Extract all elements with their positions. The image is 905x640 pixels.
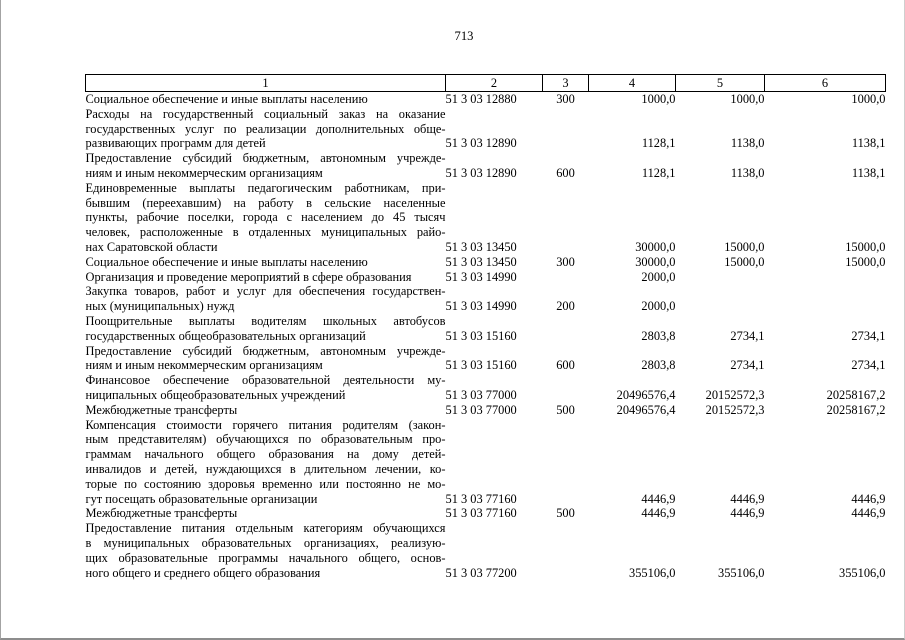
- expense-type-cell: [543, 270, 589, 285]
- description-line: ниципальных общеобразовательных учреждений: [85, 387, 346, 402]
- budget-code-cell: 51 3 03 77160: [445, 491, 517, 506]
- amount-cell-year2: 355106,0: [718, 565, 765, 580]
- description-cell: [86, 418, 446, 507]
- description-line: Социальное обеспечение и иные выплаты населению: [85, 92, 368, 106]
- amount-cell-year1: 2000,0: [641, 269, 676, 284]
- description-cell: [86, 92, 446, 107]
- description-line: пункты, рабочие поселки, города с населением до 45 тысяч: [85, 210, 446, 225]
- budget-code-cell: 51 3 03 14990: [445, 299, 517, 314]
- amount-cell-year1: 20496576,4: [616, 387, 676, 402]
- description-line: граммам начального общего образования на дому детей-: [85, 447, 446, 462]
- table-row: [86, 92, 886, 107]
- page-number: 713: [454, 29, 474, 43]
- description-line: Закупка товаров, работ и услуг для обеспечения государствен-: [85, 284, 446, 299]
- description-line: нах Саратовской области: [85, 239, 218, 254]
- amount-cell-year3: 1138,1: [851, 165, 886, 180]
- amount-cell-year2: 20152572,3: [705, 402, 765, 417]
- amount-cell-year3: 2734,1: [851, 328, 886, 343]
- amount-cell-year2: 20152572,3: [705, 387, 765, 402]
- description-cell: [86, 151, 446, 181]
- amount-cell-year2: 4446,9: [730, 506, 765, 521]
- budget-code-cell: 51 3 03 12890: [445, 165, 517, 180]
- description-cell: [86, 284, 446, 314]
- table-row: [86, 107, 886, 151]
- table-row: [86, 284, 886, 314]
- budget-code-cell: 51 3 03 12880: [445, 92, 517, 106]
- budget-table: [85, 74, 886, 580]
- column-header-3: 3: [543, 75, 589, 92]
- description-line: торые по состоянию здоровья временно или постоянно не мо-: [85, 476, 446, 491]
- budget-code-cell: 51 3 03 77200: [445, 565, 517, 580]
- description-line: Финансовое обеспечение образовательной деятельности му-: [85, 373, 446, 388]
- column-header-1: 1: [86, 75, 446, 92]
- description-cell: [86, 255, 446, 270]
- description-cell: [86, 314, 446, 344]
- description-line: в муниципальных образовательных организациях, реализую-: [85, 535, 446, 550]
- table-row: [86, 403, 886, 418]
- description-cell: [86, 506, 446, 521]
- expense-type-cell: [543, 107, 589, 151]
- amount-cell-year2: 15000,0: [724, 239, 765, 254]
- amount-cell-year1: 1128,1: [641, 165, 676, 180]
- column-header-4: 4: [589, 75, 676, 92]
- expense-type-cell: 200: [556, 299, 575, 314]
- description-line: ным представителям) обучающихся по образовательным про-: [85, 432, 446, 447]
- description-cell: [86, 521, 446, 580]
- description-line: Расходы на государственный социальный заказ на оказание: [85, 106, 446, 121]
- amount-cell-year3: 1000,0: [851, 92, 886, 106]
- budget-code-cell: 51 3 03 13450: [445, 239, 517, 254]
- budget-code-cell: 51 3 03 77000: [445, 402, 517, 417]
- amount-cell-year1: 355106,0: [629, 565, 676, 580]
- amount-cell-year1: 30000,0: [635, 254, 676, 269]
- description-line: человек, расположенные в отдаленных муниципальных райо-: [85, 225, 446, 240]
- table-row: [86, 255, 886, 270]
- amount-cell-year1: 4446,9: [641, 491, 676, 506]
- amount-cell-year3: 20258167,2: [826, 402, 886, 417]
- table-row: [86, 418, 886, 507]
- description-line: ного общего и среднего общего образования: [85, 565, 321, 580]
- amount-cell-year1: 4446,9: [641, 506, 676, 521]
- description-cell: [86, 270, 446, 285]
- amount-cell-year2: [676, 270, 765, 285]
- amount-cell-year1: 2803,8: [641, 328, 676, 343]
- budget-code-cell: 51 3 03 77160: [445, 506, 517, 521]
- amount-cell-year2: 1138,0: [730, 136, 765, 151]
- description-cell: [86, 373, 446, 403]
- expense-type-cell: [543, 373, 589, 403]
- description-line: Социальное обеспечение и иные выплаты населению: [85, 254, 368, 269]
- description-cell: [86, 181, 446, 255]
- budget-code-cell: 51 3 03 15160: [445, 358, 517, 373]
- description-cell: [86, 344, 446, 374]
- amount-cell-year1: 1128,1: [641, 136, 676, 151]
- amount-cell-year1: 20496576,4: [616, 402, 676, 417]
- description-line: Предоставление питания отдельным категориям обучающихся: [85, 521, 446, 536]
- column-header-5: 5: [676, 75, 765, 92]
- expense-type-cell: 500: [556, 506, 575, 521]
- expense-type-cell: 300: [556, 254, 575, 269]
- expense-type-cell: 600: [556, 358, 575, 373]
- description-line: ных (муниципальных) нужд: [85, 299, 235, 314]
- amount-cell-year3: 15000,0: [845, 254, 886, 269]
- table-row: [86, 270, 886, 285]
- expense-type-cell: [543, 181, 589, 255]
- description-cell: [86, 403, 446, 418]
- amount-cell-year2: 2734,1: [730, 328, 765, 343]
- budget-code-cell: 51 3 03 14990: [445, 269, 517, 284]
- amount-cell-year2: [676, 284, 765, 314]
- description-cell: [86, 107, 446, 151]
- table-row: [86, 181, 886, 255]
- amount-cell-year3: 1138,1: [851, 136, 886, 151]
- table-header-row: [86, 75, 886, 92]
- description-line: развивающих программ для детей: [85, 136, 266, 151]
- description-line: Предоставление субсидий бюджетным, автономным учрежде-: [85, 151, 446, 166]
- table-row: [86, 506, 886, 521]
- amount-cell-year1: 30000,0: [635, 239, 676, 254]
- table-row: [86, 344, 886, 374]
- table-row: [86, 373, 886, 403]
- budget-code-cell: 51 3 03 15160: [445, 328, 517, 343]
- budget-code-cell: 51 3 03 13450: [445, 254, 517, 269]
- expense-type-cell: 600: [556, 165, 575, 180]
- amount-cell-year2: 4446,9: [730, 491, 765, 506]
- description-line: бывшим (переехавшим) на работу в сельские населенные: [85, 195, 446, 210]
- description-line: Предоставление субсидий бюджетным, автономным учрежде-: [85, 343, 446, 358]
- description-line: Межбюджетные трансферты: [85, 506, 238, 521]
- description-line: инвалидов и детей, нуждающихся в длительном лечении, ко-: [85, 461, 446, 476]
- budget-code-cell: 51 3 03 12890: [445, 136, 517, 151]
- amount-cell-year3: [765, 270, 886, 285]
- table-row: [86, 314, 886, 344]
- amount-cell-year1: 2803,8: [641, 358, 676, 373]
- column-header-6: 6: [765, 75, 886, 92]
- description-line: ниям и иным некоммерческим организациям: [85, 165, 323, 180]
- description-line: Организация и проведение мероприятий в сфере образования: [85, 269, 412, 284]
- amount-cell-year3: [765, 284, 886, 314]
- expense-type-cell: 500: [556, 402, 575, 417]
- budget-code-cell: 51 3 03 77000: [445, 387, 517, 402]
- description-line: Поощрительные выплаты водителям школьных автобусов: [85, 313, 446, 328]
- description-line: гут посещать образовательные организации: [85, 491, 318, 506]
- amount-cell-year1: 1000,0: [641, 92, 676, 106]
- budget-table-body: [86, 92, 886, 581]
- amount-cell-year3: 4446,9: [851, 491, 886, 506]
- expense-type-cell: 300: [556, 92, 575, 106]
- description-line: щих образовательные программы начального общего, основ-: [85, 550, 446, 565]
- description-line: государственных общеобразовательных организаций: [85, 328, 366, 343]
- amount-cell-year2: 2734,1: [730, 358, 765, 373]
- amount-cell-year3: 2734,1: [851, 358, 886, 373]
- amount-cell-year1: 2000,0: [641, 299, 676, 314]
- amount-cell-year3: 15000,0: [845, 239, 886, 254]
- expense-type-cell: [543, 314, 589, 344]
- amount-cell-year3: 20258167,2: [826, 387, 886, 402]
- amount-cell-year3: 4446,9: [851, 506, 886, 521]
- expense-type-cell: [543, 521, 589, 580]
- table-row: [86, 151, 886, 181]
- description-line: Компенсация стоимости горячего питания родителям (закон-: [85, 417, 446, 432]
- description-line: Межбюджетные трансферты: [85, 402, 238, 417]
- description-line: Единовременные выплаты педагогическим работникам, при-: [85, 180, 446, 195]
- amount-cell-year3: 355106,0: [839, 565, 886, 580]
- column-header-2: 2: [446, 75, 543, 92]
- expense-type-cell: [543, 418, 589, 507]
- amount-cell-year2: 1000,0: [730, 92, 765, 106]
- table-row: [86, 521, 886, 580]
- description-line: государственных услуг по реализации дополнительных обще-: [85, 121, 446, 136]
- description-line: ниям и иным некоммерческим организациям: [85, 358, 323, 373]
- amount-cell-year2: 15000,0: [724, 254, 765, 269]
- amount-cell-year2: 1138,0: [730, 165, 765, 180]
